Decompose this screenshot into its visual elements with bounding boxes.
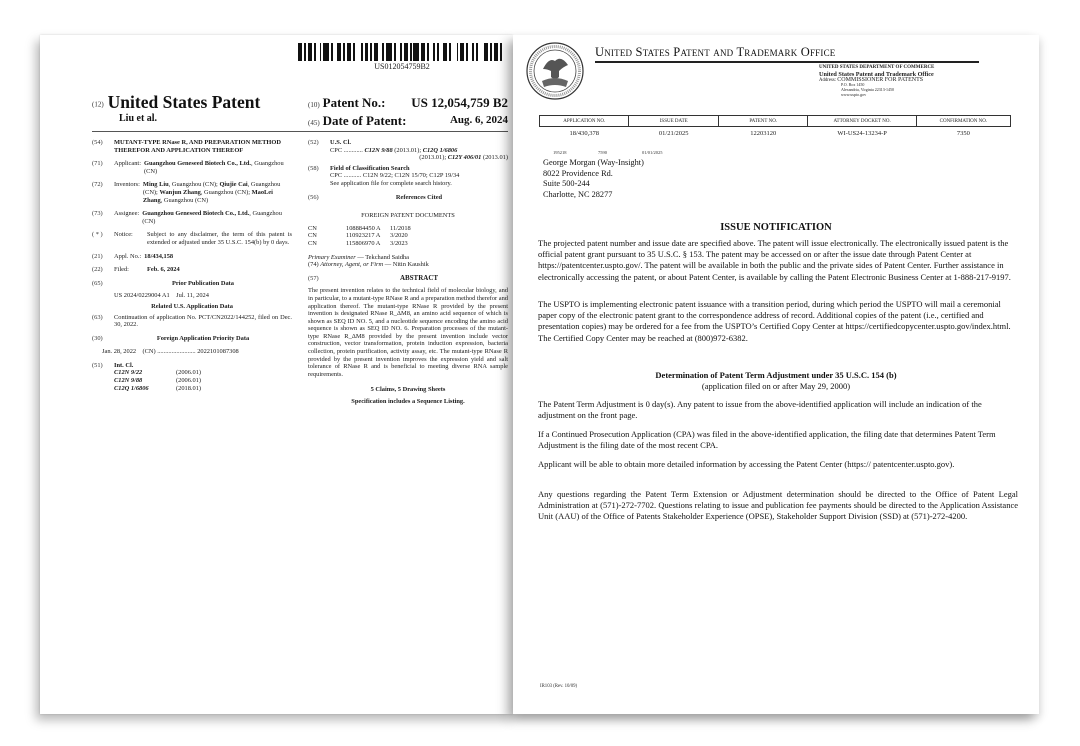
patent-number-block xyxy=(308,95,508,131)
field-label: Filed: xyxy=(114,266,129,274)
class-version: (2006.01) xyxy=(176,369,202,377)
field-classification-search xyxy=(308,165,508,188)
attorney-docket-number: WI-US24-13234-P xyxy=(837,130,887,138)
table-row xyxy=(540,127,1011,141)
section-heading: Prior Publication Data xyxy=(171,279,234,287)
paragraph-pta-days: The Patent Term Adjustment is 0 day(s). Any patent to issue from the above-identified application will include an indication of the adjustment on the front page. xyxy=(538,399,982,421)
inid-code: (12) xyxy=(92,100,104,109)
class-code: C12Q 1/6806 xyxy=(422,146,458,154)
field-label: U.S. Cl. xyxy=(330,139,351,146)
recipient-suite: Suite 500-244 xyxy=(543,179,590,189)
search-cpc: CPC ........... C12N 9/22; C12N 15/70; C12P 19/34 xyxy=(330,172,460,180)
prior-publication-date: Jul. 11, 2024 xyxy=(176,292,209,300)
int-cl-row xyxy=(114,377,292,385)
confirmation-number: 7350 xyxy=(956,130,970,138)
inid-code: (73) xyxy=(92,210,103,218)
ref-date: 11/2018 xyxy=(390,224,411,232)
document-title: United States Patent xyxy=(107,92,261,112)
inventor-name: Wanjun Zhang xyxy=(159,188,201,196)
prior-publication-row xyxy=(92,292,292,300)
field-label: Int. Cl. xyxy=(114,361,134,369)
inventor-location: , Guangzhou (CN); xyxy=(200,188,252,196)
mail-code: 7590 xyxy=(598,150,607,155)
mailing-codes xyxy=(553,150,663,155)
invention-title: MUTANT-TYPE RNase R, AND PREPARATION METHOD THEREFOR AND APPLICATION THEREOF xyxy=(114,139,281,154)
address-line: COMMISSIONER FOR PATENTS xyxy=(837,76,924,83)
paragraph-electronic-issue: The projected patent number and issue date are specified above. The patent will issue electronically. The electronically issued patent is the official patent grant pursuant to 35 U.S.C. § 153. The patent may be accessed on or after the issue date through Patent Center at https://patentcenter.uspto.gov/. The patent will be available in both the public and the private sides of Patent Center. Further assistance in electronically accessing the patent, or about Patent Center, is available by calling the Patent Electronic Business Center at 1-888-217-9197. xyxy=(538,238,1011,282)
class-code: C12N 9/88 xyxy=(114,377,143,385)
field-label: Notice: xyxy=(114,231,133,239)
field-continuation xyxy=(92,314,292,329)
field-label: Inventors: xyxy=(114,181,140,189)
issue-date: 01/21/2025 xyxy=(658,130,689,138)
int-cl-list xyxy=(92,369,292,392)
column-header: APPLICATION NO. xyxy=(540,116,629,127)
search-note: See application file for complete search history. xyxy=(330,179,452,187)
header-divider xyxy=(92,131,508,132)
prior-publication-number: US 2024/0229004 A1 xyxy=(114,292,170,300)
column-header: ISSUE DATE xyxy=(629,116,718,127)
class-version: (2006.01) xyxy=(176,377,202,385)
field-label: Appl. No.: xyxy=(114,252,142,260)
barcode-number: US012054759B2 xyxy=(374,62,430,71)
field-label: Assignee: xyxy=(114,210,140,218)
section-heading: Foreign Application Priority Data xyxy=(156,334,250,342)
class-version: (2013.01); xyxy=(392,146,423,154)
recipient-street: 8022 Providence Rd. xyxy=(543,168,613,178)
reference-row xyxy=(308,232,508,240)
inid-code: (45) xyxy=(308,119,320,127)
barcode xyxy=(298,43,506,61)
uspto-seal-icon xyxy=(525,41,585,101)
inid-code: (57) xyxy=(308,274,319,282)
ref-number: 110923217 A xyxy=(346,232,381,240)
inventor-location: , Guangzhou (CN); xyxy=(142,181,281,196)
filed-date: Feb. 6, 2024 xyxy=(147,266,180,274)
continuation-text: Continuation of application No. PCT/CN2022/144252, filed on Dec. 30, 2022. xyxy=(114,313,292,329)
ref-country: CN xyxy=(308,239,317,247)
inid-code: (72) xyxy=(92,181,103,189)
assignee-location: , Guangzhou (CN) xyxy=(142,210,282,225)
issue-notification-title: ISSUE NOTIFICATION xyxy=(720,222,832,233)
ref-number: 115806970 A xyxy=(346,239,381,247)
inid-code: (10) xyxy=(308,101,320,109)
patent-front-page xyxy=(40,35,513,714)
inid-code: (52) xyxy=(308,139,319,146)
paragraph-ceremonial-copy: The USPTO is implementing electronic patent issuance with a transition period, during which period the USPTO will mail a ceremonial paper copy of the electronic patent grant to the correspondence address of record. Additional copies of the patent (i.e., certified and presentation copies) may be ordered for a fee from the USPTO’s Certified Copy Center at https://certifiedcopycenter.uspto.gov/index.html. The Certified Copy Center may be reached at (800)972-6382. xyxy=(538,299,1011,343)
class-code: C12Y 406/01 xyxy=(447,154,482,162)
reference-row xyxy=(308,225,508,233)
inid-code: (30) xyxy=(92,334,103,342)
application-number: 18/434,158 xyxy=(144,252,174,260)
paragraph-patent-center: Applicant will be able to obtain more detailed information by accessing the Patent Center (https:// patentcenter.uspto.gov). xyxy=(538,459,955,469)
inid-code: (51) xyxy=(92,361,103,369)
application-info-table xyxy=(539,115,1011,141)
column-header: ATTORNEY DOCKET NO. xyxy=(808,116,916,127)
ref-date: 3/2020 xyxy=(390,232,408,240)
department-address xyxy=(819,65,934,98)
priority-number: 2022101087308 xyxy=(197,348,239,356)
class-code: C12Q 1/6806 xyxy=(114,384,149,392)
title-rule xyxy=(595,61,979,63)
assignee-name: Guangzhou Geneseed Biotech Co., Ltd. xyxy=(142,210,250,218)
field-notice xyxy=(92,231,292,246)
field-label: Attorney, Agent, or Firm xyxy=(320,261,384,269)
ref-country: CN xyxy=(308,232,317,240)
class-code: C12N 9/88 xyxy=(364,146,393,154)
recipient-address xyxy=(543,158,644,200)
address-line: P.O. Box 1450 xyxy=(841,82,865,88)
inid-code: (58) xyxy=(308,164,319,172)
department-name: UNITED STATES DEPARTMENT OF COMMERCE xyxy=(819,65,935,70)
field-int-cl xyxy=(92,362,292,370)
field-label: Field of Classification Search xyxy=(330,164,410,172)
field-application-number xyxy=(92,253,292,261)
field-foreign-priority xyxy=(92,335,292,346)
field-prior-publication xyxy=(92,280,292,291)
examiner-name: — Tekchand Saidha xyxy=(355,253,409,261)
pta-title: Determination of Patent Term Adjustment under 35 U.S.C. 154 (b) xyxy=(655,370,897,380)
cpc-label: CPC ............ xyxy=(330,146,363,154)
form-code: IR103 (Rev. 10/09) xyxy=(540,684,578,689)
class-code: C12N 9/22 xyxy=(114,369,143,377)
field-title xyxy=(92,139,292,154)
ref-country: CN xyxy=(308,224,317,232)
int-cl-row xyxy=(114,369,292,377)
address-label: Address: xyxy=(819,77,837,83)
authors: Liu et al. xyxy=(119,113,158,124)
abstract-text: The present invention relates to the technical field of molecular biology, and in particular, to a mutant-type RNase R and a preparation method therefor and application thereof. The mutant-type RNase R provided by the present invention is designated RNase R_ΔM8, an amino acid sequence of which is shown as SEQ ID NO. 5, and a nucleotide sequence encoding the amino acid sequence is shown as SEQ ID NO. 6. Preparation processes of the mutant-type RNase R_ΔM8 provided by the present invention include vector construction, vector transformation, protein induction expression, bacteria collection, protein purification, activity assay, etc. The mutant-type RNase R provided by the present invention improves the expression yield and salt tolerance of RNase R and is beneficial to meeting diverse RNA sample requirements. xyxy=(308,287,508,378)
pta-subtitle: (application filed on or after May 29, 2000) xyxy=(701,381,851,391)
priority-country: (CN) xyxy=(142,348,156,356)
primary-examiner xyxy=(308,254,508,262)
column-header: PATENT NO. xyxy=(718,116,807,127)
office-title: United States Patent and Trademark Office xyxy=(595,45,836,59)
applicant-location: , Guangzhou (CN) xyxy=(143,160,284,175)
reference-row xyxy=(308,240,508,248)
paragraph-cpa: If a Continued Prosecution Application (CPA) was filed in the above-identified application, the filing date that determines Patent Term Adjustment is the filing date of the most recent CPA. xyxy=(538,429,996,451)
section-heading: Related U.S. Application Data xyxy=(151,302,233,310)
column-header: CONFIRMATION NO. xyxy=(916,116,1010,127)
office-name: United States Patent and Trademark Office xyxy=(819,70,934,78)
field-label: Primary Examiner xyxy=(308,253,356,261)
address-line: Alexandria, Virginia 22313-1450 xyxy=(841,86,895,92)
patent-title-block xyxy=(92,92,260,113)
attorney-name: — Nitin Kaushik xyxy=(383,261,429,269)
int-cl-row xyxy=(114,385,292,393)
inid-code: (63) xyxy=(92,313,103,321)
ref-date: 3/2023 xyxy=(390,239,408,247)
application-number: 18/430,378 xyxy=(569,130,599,138)
inid-code: (21) xyxy=(92,252,103,260)
inid-code: (54) xyxy=(92,139,103,146)
section-heading: ABSTRACT xyxy=(399,273,439,282)
notice-text: Subject to any disclaimer, the term of this patent is extended or adjusted under 35 U.S.C. 154(b) by 0 days. xyxy=(147,231,292,246)
claims-summary: 5 Claims, 5 Drawing Sheets xyxy=(370,386,446,394)
field-us-cl xyxy=(308,139,508,162)
inid-code: (74) xyxy=(308,261,319,269)
pta-heading xyxy=(513,370,1039,392)
sequence-listing-note: Specification includes a Sequence Listing. xyxy=(351,398,465,406)
address-line: www.uspto.gov xyxy=(841,91,867,97)
class-version: (2013.01); xyxy=(419,154,448,162)
recipient-city: Charlotte, NC 28277 xyxy=(543,189,613,199)
table-header-row xyxy=(540,116,1011,127)
date-label: Date of Patent: xyxy=(322,113,407,128)
bibliographic-column-right xyxy=(308,139,508,406)
inventor-location: , Guangzhou (CN) xyxy=(160,196,209,204)
field-assignee xyxy=(92,210,292,225)
field-applicant xyxy=(92,160,292,175)
ref-number: 108884450 A xyxy=(346,224,381,232)
references-list xyxy=(308,225,508,248)
barcode-bar xyxy=(502,43,506,61)
field-references xyxy=(308,194,508,205)
patent-no-label: Patent No.: xyxy=(322,95,386,110)
class-version: (2013.01) xyxy=(481,154,508,162)
date-value: Aug. 6, 2024 xyxy=(449,114,508,126)
patent-number: 12203120 xyxy=(750,130,777,138)
paragraph-questions: Any questions regarding the Patent Term Extension or Adjustment determination should be directed to the Office of Patent Legal Administration at (571)-272-7702. Questions relating to issue and publication fee payments should be directed to the Application Assistance Unit (AAU) of the Office of Patents Stakeholder Experience (OPSE), Stakeholder Support Division (SSD) at (571)-272-4200. xyxy=(538,489,1018,522)
recipient-name: George Morgan (Way-Insight) xyxy=(543,158,644,167)
foreign-documents-heading: FOREIGN PATENT DOCUMENTS xyxy=(361,212,455,220)
customer-code: 195218 xyxy=(553,150,567,155)
attorney xyxy=(308,261,508,269)
priority-date: Jan. 28, 2022 xyxy=(102,348,137,356)
issue-notification-page xyxy=(513,35,1039,714)
patent-no-value: US 12,054,759 B2 xyxy=(411,95,508,110)
bibliographic-column-left xyxy=(92,139,292,392)
inid-code: (22) xyxy=(92,266,103,274)
field-abstract xyxy=(308,275,508,286)
inid-code: (71) xyxy=(92,160,103,168)
inid-code: (65) xyxy=(92,279,103,287)
inventor-name: Ming Liu xyxy=(142,181,169,189)
inventor-location: , Guangzhou (CN); xyxy=(168,181,220,189)
inventor-name: Qiujie Cai xyxy=(219,181,248,189)
class-version: (2018.01) xyxy=(176,384,202,392)
section-heading: References Cited xyxy=(395,193,443,201)
inid-code: ( * ) xyxy=(92,231,103,239)
mail-date: 01/01/2025 xyxy=(642,150,663,155)
leader-dots: ........................ xyxy=(157,348,196,356)
inventor-name: MaoLei Zhang xyxy=(142,188,273,204)
applicant-name: Guangzhou Geneseed Biotech Co., Ltd. xyxy=(143,160,252,168)
foreign-priority-row xyxy=(92,348,292,356)
field-filed xyxy=(92,266,292,274)
inid-code: (56) xyxy=(308,193,319,201)
field-inventors xyxy=(92,181,292,204)
field-label: Applicant: xyxy=(114,160,141,168)
